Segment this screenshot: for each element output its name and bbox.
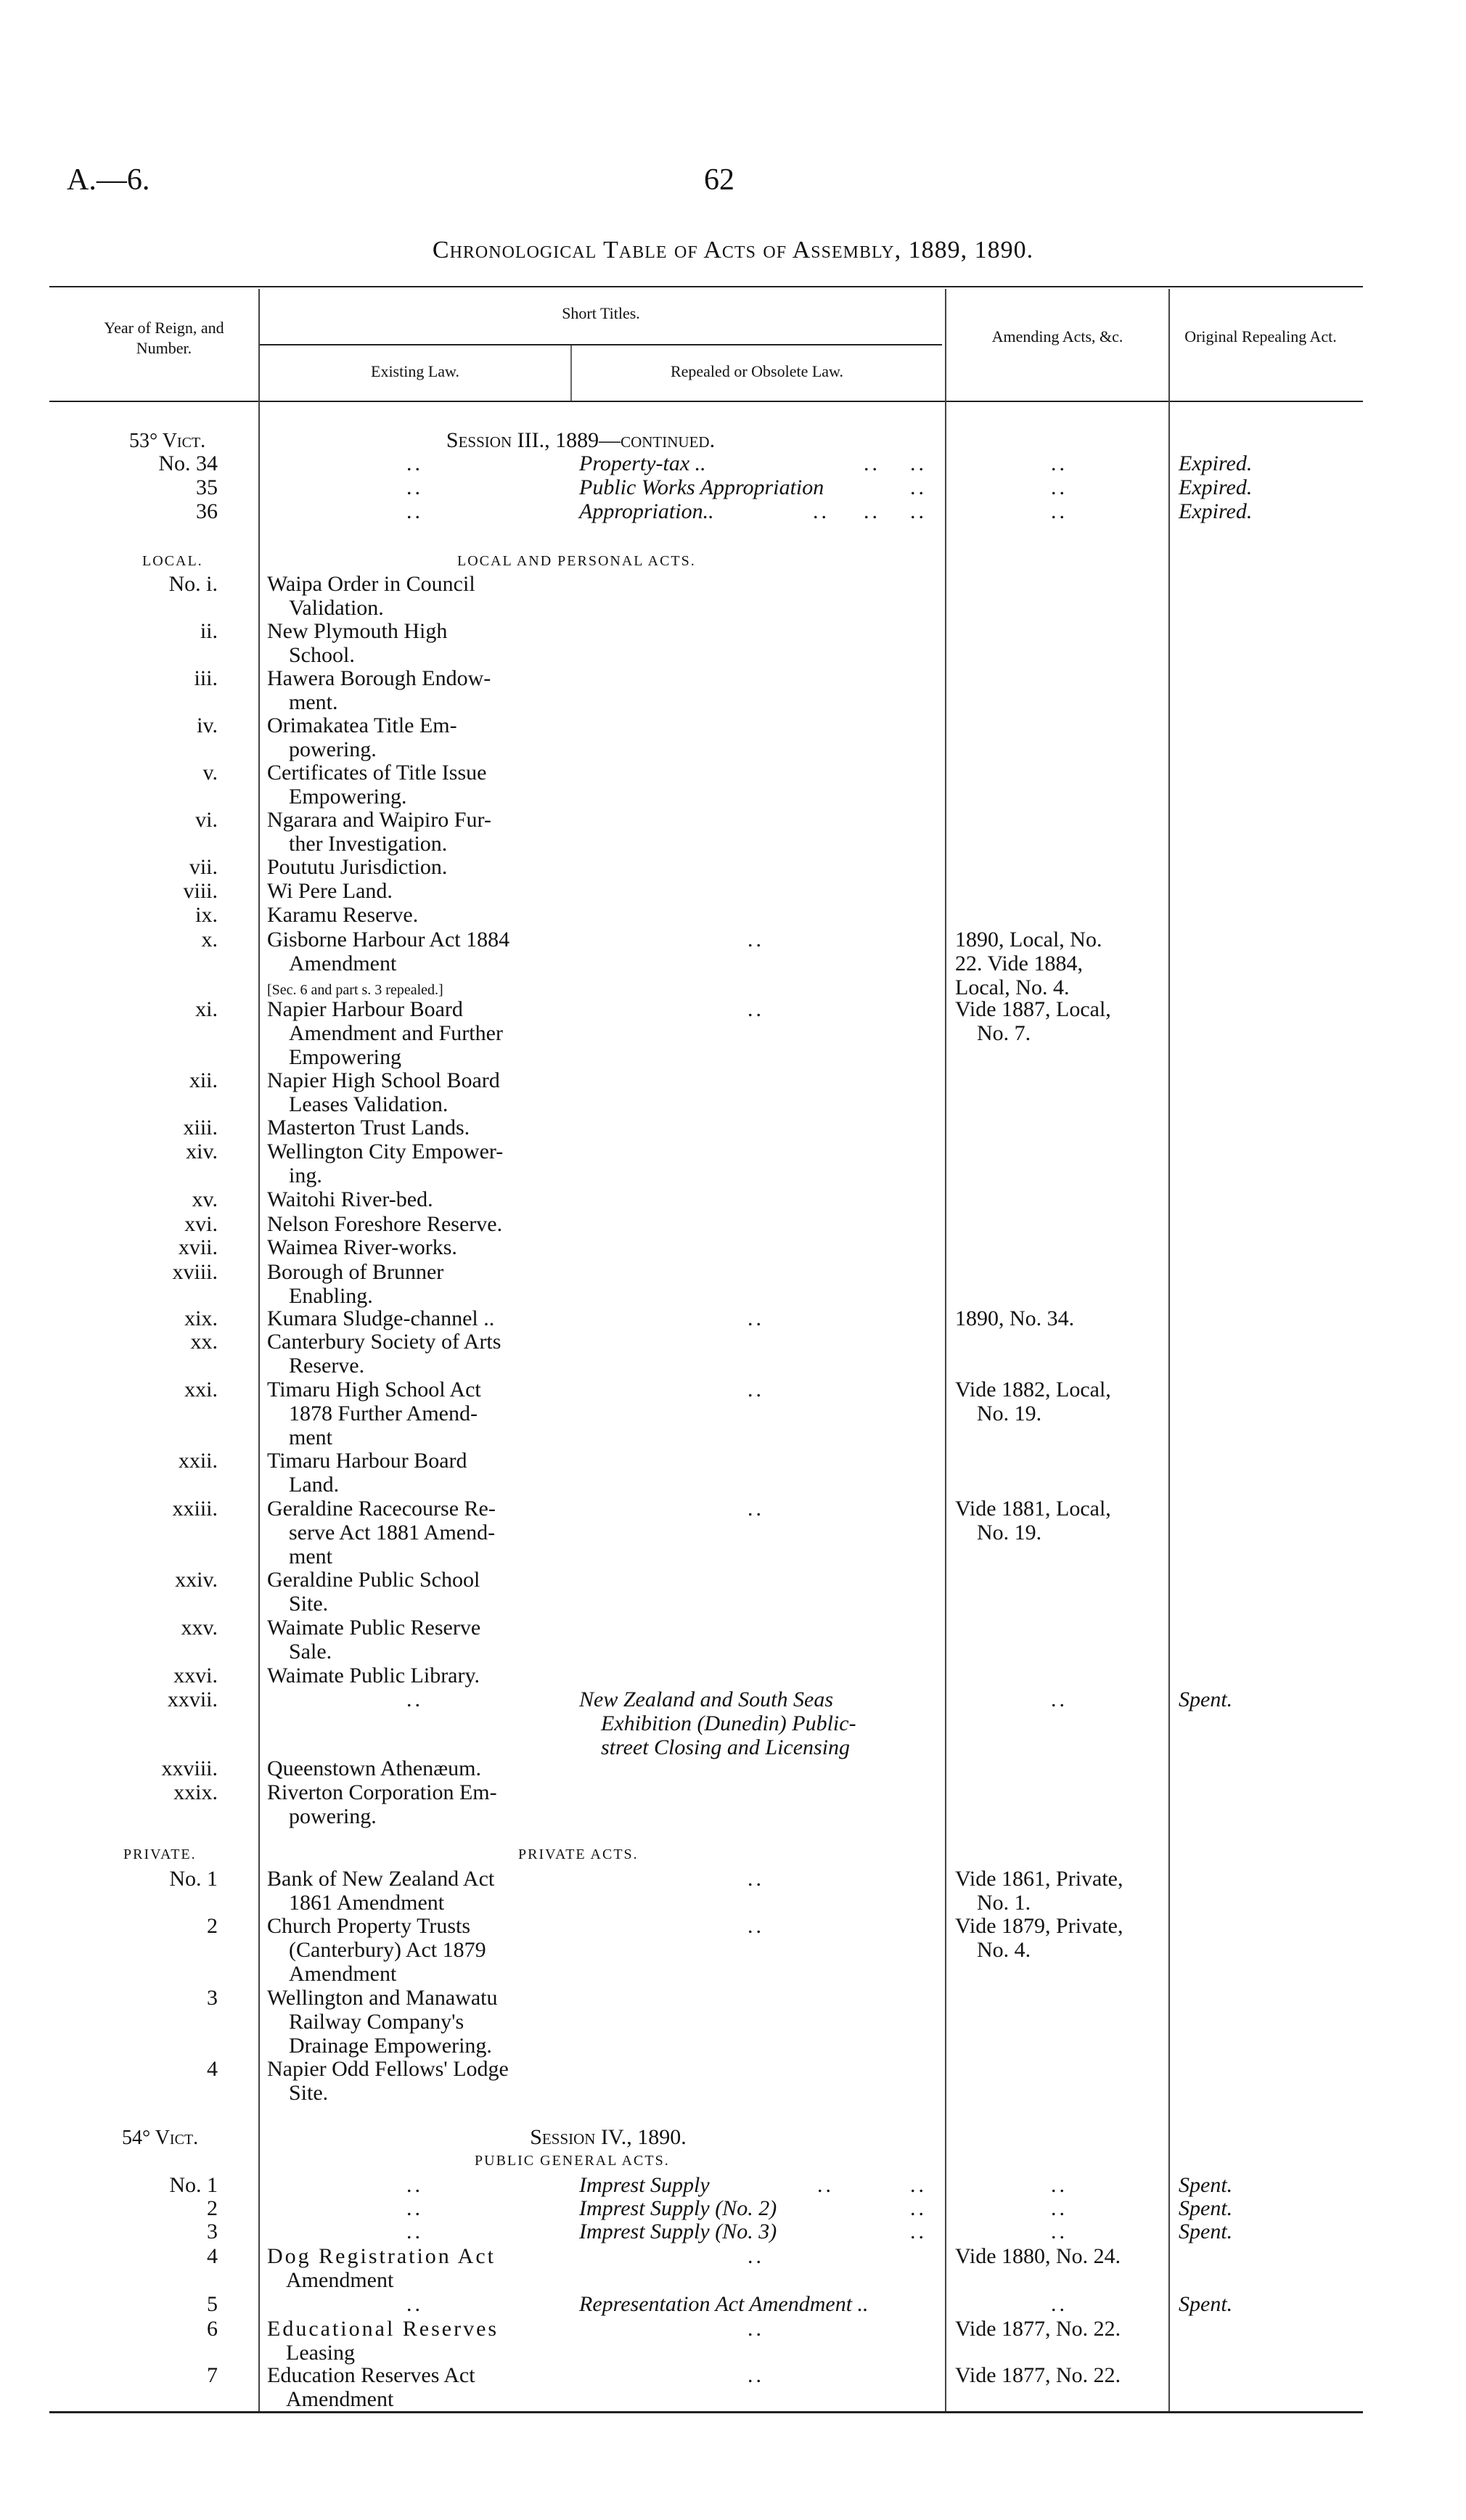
document-reference: A.—6. [67, 163, 150, 197]
column-divider-3 [945, 289, 946, 2411]
session-heading: Session IV., 1890. [530, 2125, 687, 2149]
table-top-rule [49, 286, 1363, 287]
section-subheading-public: PUBLIC GENERAL ACTS. [475, 2153, 670, 2169]
page-number: 62 [704, 163, 734, 197]
column-header-existing-law: Existing Law. [371, 362, 459, 380]
section-label-local: LOCAL. [142, 553, 203, 569]
session-heading: Session III., 1889—continued. [446, 428, 716, 452]
reign-label: 54° Vict. [122, 2127, 199, 2149]
column-header-year: Year of Reign, and Number. [104, 319, 224, 357]
column-divider-1 [258, 289, 260, 2411]
column-header-amending-acts: Amending Acts, &c. [991, 327, 1123, 345]
reign-label: 53° Vict. [129, 430, 206, 452]
header-bottom-rule [49, 401, 1363, 402]
short-titles-subrule [260, 344, 942, 345]
table-bottom-rule [49, 2411, 1363, 2413]
column-divider-4 [1168, 289, 1170, 2411]
section-label-private: PRIVATE. [123, 1846, 197, 1862]
page-title: Chronological Table of Acts of Assembly, 1889, 1890. [432, 237, 1034, 263]
column-header-repealed-law: Repealed or Obsolete Law. [670, 362, 844, 380]
section-heading-local: LOCAL AND PERSONAL ACTS. [457, 553, 696, 569]
column-header-short-titles: Short Titles. [562, 304, 640, 322]
section-heading-private: PRIVATE ACTS. [518, 1846, 639, 1862]
column-header-original-repealing: Original Repealing Act. [1184, 327, 1337, 345]
